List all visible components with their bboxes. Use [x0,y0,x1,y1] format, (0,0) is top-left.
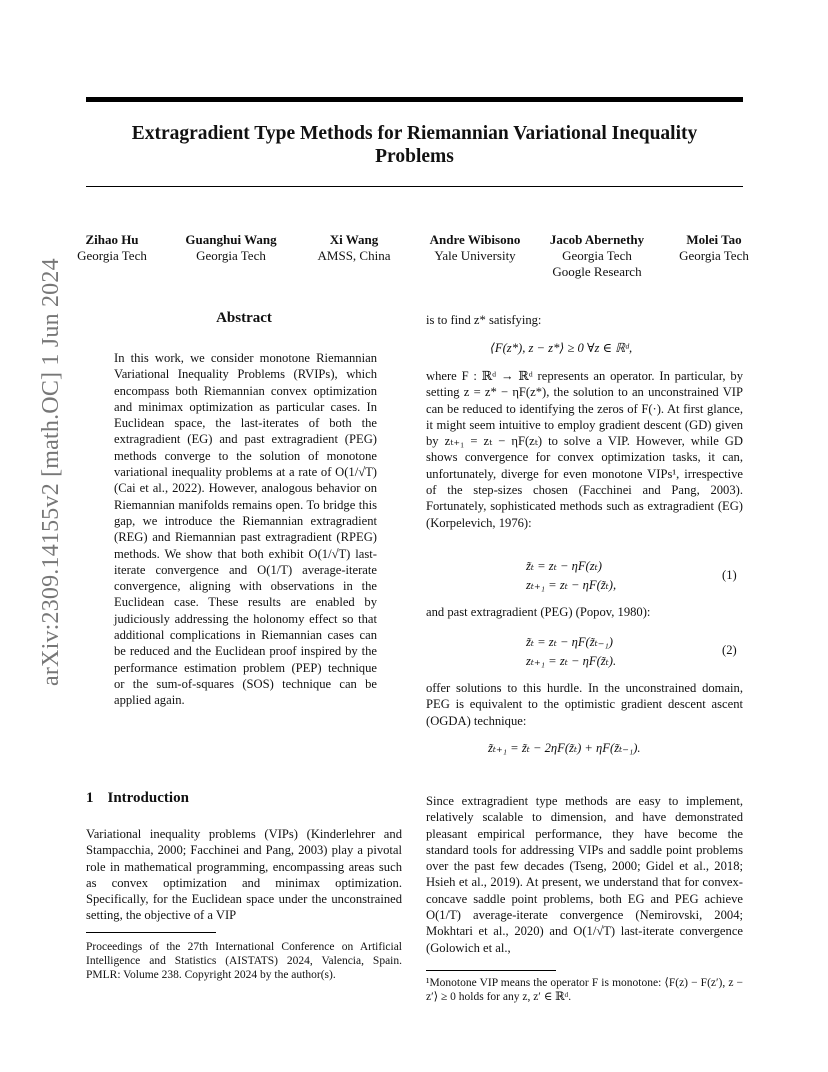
equation-3: z̃ₜ₊₁ = z̃ₜ − 2ηF(z̃ₜ) + ηF(z̃ₜ₋₁). [488,741,641,755]
section-heading [86,790,189,807]
title-bottom-rule [86,186,743,187]
right-paragraph-2: and past extragradient (PEG) (Popov, 1980): [426,605,651,619]
right-paragraph-1: where F : ℝᵈ → ℝᵈ represents an operator. In particular, by setting z = z* − ηF(z*), the solution to an unconstrained VIP can be reduced to identifying the zeros of F(·). At first glance, it might seem intuitive to employ gradient descent (GD) given by zₜ₊₁ = zₜ − ηF(zₜ) to solve a VIP. However, while GD shows convergence for convex optimization tasks, it can, unfortunately, diverge for even monotone VIPs¹, irrespective of the step-sizes chosen (Facchinei and Pang, 2003). Fortunately, sophisticated methods such as extragradient (EG) (Korpelevich, 1976): [426,369,743,530]
footnote-rule-right [426,970,556,971]
right-paragraph-3: offer solutions to this hurdle. In the unconstrained domain, PEG is equivalent to the optimistic gradient descent ascent (OGDA) technique: [426,681,743,728]
intro-paragraph: Variational inequality problems (VIPs) (Kinderlehrer and Stampacchia, 2000; Facchinei and Pang, 2003) play a pivotal role in mathematical programming, encompassing areas such as convex optimization and minimax optimization. Specifically, for the Euclidean space under the unconstrained setting, the objective of a VIP [86,827,402,923]
top-rule [86,97,743,102]
right-lead: is to find z* satisfying: [426,313,542,327]
equation-1-number: (1) [722,568,737,582]
equation-vip: ⟨F(z*), z − z*⟩ ≥ 0 ∀z ∈ ℝᵈ, [490,341,633,355]
abstract-body: In this work, we consider monotone Riemannian Variational Inequality Problems (RVIPs), which encompass both Riemannian convex optimization and minimax optimization as particular cases. In Euclidean space, the last-iterates of both the extragradient (EG) and past extragradient (PEG) methods converge to the solution of monotone variational inequality problems at a rate of O(1/√T) (Cai et al., 2022). However, analogous behavior on Riemannian manifolds remains open. To bridge this gap, we introduce the Riemannian extragradient (REG) and Riemannian past extragradient (RPEG) methods. We show that both exhibit O(1/√T) last-iterate convergence and O(1/T) average-iterate convergence, aligning with observations in the Euclidean case. These results are enabled by judiciously addressing the holonomy effect so that additional complications in Riemannian cases can be reduced and the Euclidean proof inspired by the performance estimation problem (PEP) technique or the sum-of-squares (SOS) technique can be applied again. [114,351,377,708]
equation-1b: zₜ₊₁ = zₜ − ηF(z̃ₜ), [526,578,617,592]
author-4: Andre Wibisono Yale University [429,232,521,263]
author-2: Guanghui Wang Georgia Tech [185,232,277,263]
proceedings-footnote: Proceedings of the 27th International Conference on Artificial Intelligence and Statistics (AISTATS) 2024, Valencia, Spain. PMLR: Volume 238. Copyright 2024 by the author(s). [86,941,402,981]
author-5: Jacob Abernethy Georgia Tech Google Research [549,232,645,279]
equation-2-number: (2) [722,643,737,657]
author-3: Xi Wang AMSS, China [317,232,391,263]
author-6: Molei Tao Georgia Tech [679,232,749,263]
section-title: Introduction [107,790,189,806]
equation-2b: zₜ₊₁ = zₜ − ηF(z̃ₜ). [526,654,617,668]
monotone-footnote: ¹Monotone VIP means the operator F is monotone: ⟨F(z) − F(z′), z − z′⟩ ≥ 0 holds for any z, z′ ∈ ℝᵈ. [426,977,743,1003]
arxiv-stamp: arXiv:2309.14155v2 [math.OC] 1 Jun 2024 [38,258,64,686]
equation-2a: z̃ₜ = zₜ − ηF(z̃ₜ₋₁) [526,635,613,649]
section-number: 1 [86,790,94,806]
paper-title: Extragradient Type Methods for Riemannian Variational Inequality Problems [131,123,698,167]
author-1: Zihao Hu Georgia Tech [77,232,147,263]
footnote-rule-left [86,932,216,933]
equation-1a: z̃ₜ = zₜ − ηF(zₜ) [526,559,602,573]
abstract-heading: Abstract [216,310,272,326]
right-paragraph-4: Since extragradient type methods are easy to implement, relatively scalable to dimension, and have demonstrated pleasant empirical performance, they have become the standard tools for addressing VIPs and saddle point problems over the past few decades (Tseng, 2000; Gidel et al., 2018; Hsieh et al., 2019). At present, we understand that for convex-concave saddle point problems, both EG and PEG achieve O(1/T) average-iterate convergence (Nemirovski, 2004; Mokhtari et al., 2020) and O(1/√T) last-iterate convergence (Golowich et al., [426,794,743,955]
